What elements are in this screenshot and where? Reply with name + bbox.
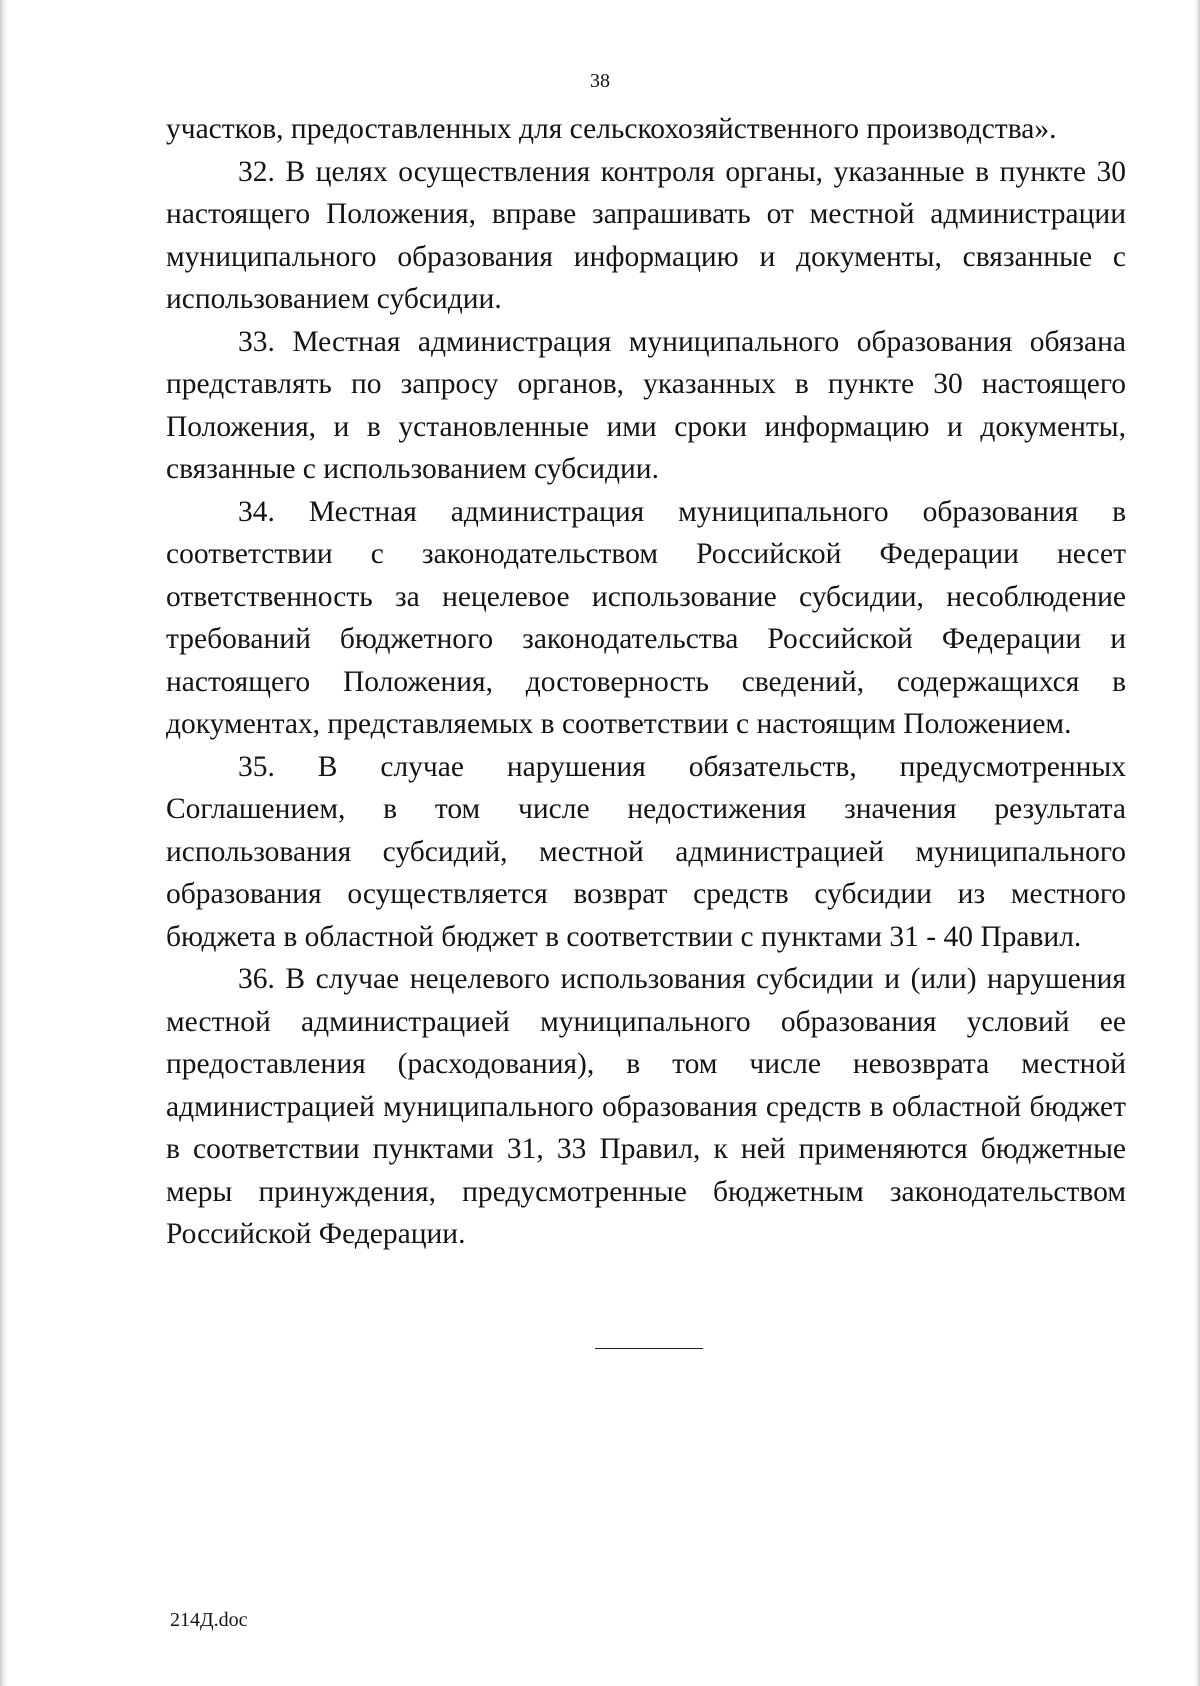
scan-edge-left — [0, 0, 8, 1686]
paragraph-31-continuation: участков, предоставленных для сельскохозяйственного производства». — [166, 113, 1057, 145]
scan-edge-right — [1194, 0, 1200, 1686]
paragraph-33: 33. Местная администрация муниципального образования обязана представлять по запросу органов, указанных в пункте 30 настоящего Положения, и в установленные ими сроки информацию и документы, связанные с использованием субсидии. — [166, 325, 1126, 485]
paragraph-35: 35. В случае нарушения обязательств, предусмотренных Соглашением, в том числе недостижения значения результата использования субсидий, местной администрацией муниципального образования осуществляется возврат средств субсидии из местного бюджета в областной бюджет в соответствии с пунктами 31 - 40 Правил. — [166, 750, 1126, 953]
paragraph-36: 36. В случае нецелевого использования субсидии и (или) нарушения местной администрацией муниципального образования условий ее предоставления (расходования), в том числе невозврата местной администрацией муниципального образования средств в областной бюджет в соответствии пунктами 31, 33 Правил, к ней применяются бюджетные меры принуждения, предусмотренные бюджетным законодательством Российской Федерации. — [166, 963, 1126, 1250]
footer-filename: 214Д.doc — [170, 1609, 248, 1631]
document-body — [166, 108, 1126, 1256]
paragraph-34: 34. Местная администрация муниципального образования в соответствии с законодательством Российской Федерации несет ответственность за нецелевое использование субсидии, несоблюдение требований бюджетного законодательства Российской Федерации и настоящего Положения, достоверность сведений, содержащихся в документах, представляемых в соответствии с настоящим Положением. — [166, 495, 1126, 740]
paragraph-32: 32. В целях осуществления контроля органы, указанные в пункте 30 настоящего Положения, вправе запрашивать от местной администрации муниципального образования информацию и документы, связанные с использованием субсидии. — [166, 155, 1126, 315]
page-number: 38 — [590, 70, 610, 92]
end-of-document-rule — [595, 1348, 703, 1349]
